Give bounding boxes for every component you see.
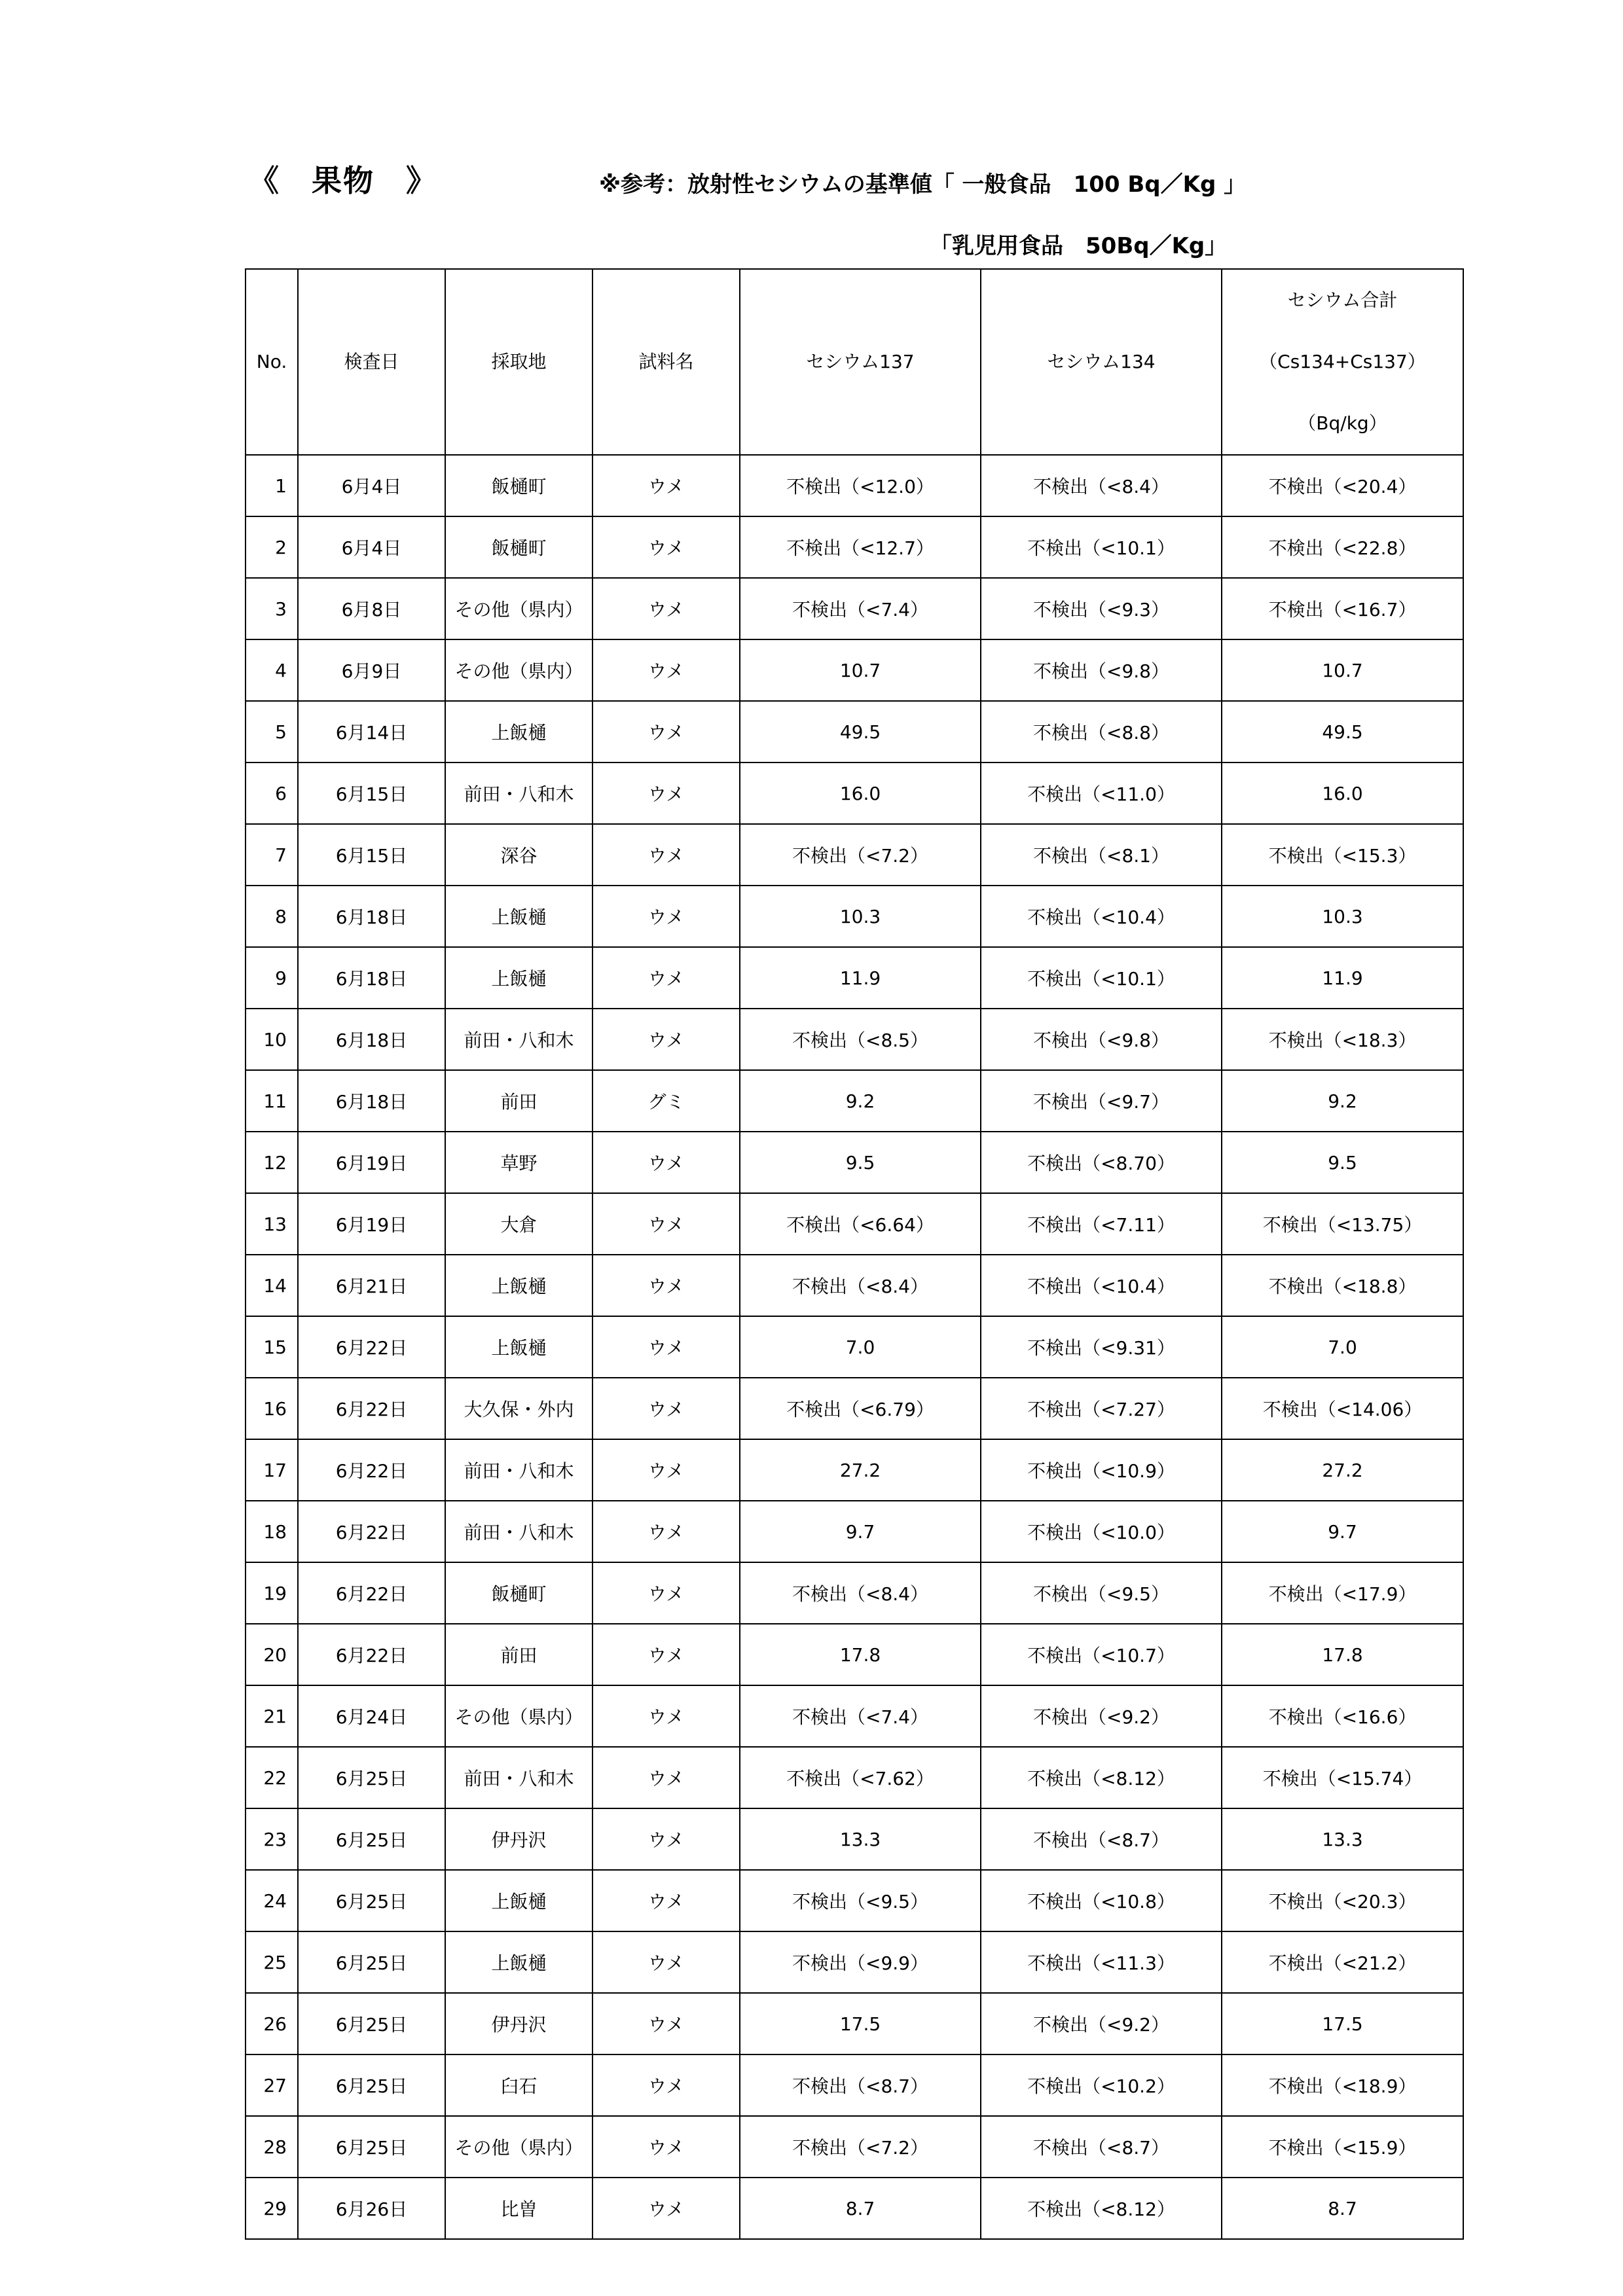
cell-cs134: 不検出（<9.2） bbox=[981, 1685, 1222, 1747]
cell-sample: ウメ bbox=[593, 2116, 740, 2178]
cell-cs137: 不検出（<6.79） bbox=[740, 1378, 981, 1439]
cell-cs134: 不検出（<9.2） bbox=[981, 1993, 1222, 2054]
cell-date: 6月25日 bbox=[298, 1931, 445, 1993]
cell-location: その他（県内） bbox=[445, 639, 593, 701]
cell-sample: ウメ bbox=[593, 1808, 740, 1870]
cell-date: 6月18日 bbox=[298, 1070, 445, 1132]
cell-cs137: 不検出（<7.4） bbox=[740, 1685, 981, 1747]
cell-sample: ウメ bbox=[593, 1870, 740, 1931]
table-row bbox=[246, 639, 1463, 701]
cell-no: 8 bbox=[246, 886, 298, 947]
cell-date: 6月4日 bbox=[298, 516, 445, 578]
cell-cs134: 不検出（<8.4） bbox=[981, 455, 1222, 516]
cell-location: 前田 bbox=[445, 1070, 593, 1132]
cell-cs137: 10.3 bbox=[740, 886, 981, 947]
cell-cs134: 不検出（<9.5） bbox=[981, 1562, 1222, 1624]
cell-no: 17 bbox=[246, 1439, 298, 1501]
cell-total: 9.7 bbox=[1222, 1501, 1463, 1562]
cell-location: 前田・八和木 bbox=[445, 1439, 593, 1501]
cell-date: 6月22日 bbox=[298, 1562, 445, 1624]
cell-cs134: 不検出（<8.70） bbox=[981, 1132, 1222, 1193]
cell-no: 15 bbox=[246, 1316, 298, 1378]
table-row bbox=[246, 1378, 1463, 1439]
cell-cs137: 16.0 bbox=[740, 762, 981, 824]
cell-no: 22 bbox=[246, 1747, 298, 1808]
cell-cs134: 不検出（<7.27） bbox=[981, 1378, 1222, 1439]
cell-total: 不検出（<16.6） bbox=[1222, 1685, 1463, 1747]
cell-date: 6月8日 bbox=[298, 578, 445, 639]
table-row bbox=[246, 947, 1463, 1009]
cell-sample: ウメ bbox=[593, 824, 740, 886]
cell-no: 2 bbox=[246, 516, 298, 578]
cell-cs134: 不検出（<11.3） bbox=[981, 1931, 1222, 1993]
cell-date: 6月21日 bbox=[298, 1255, 445, 1316]
table-row bbox=[246, 1931, 1463, 1993]
cell-total: 7.0 bbox=[1222, 1316, 1463, 1378]
table-row bbox=[246, 2116, 1463, 2178]
cell-cs134: 不検出（<10.2） bbox=[981, 2054, 1222, 2116]
cell-no: 26 bbox=[246, 1993, 298, 2054]
cell-no: 5 bbox=[246, 701, 298, 762]
cell-sample: ウメ bbox=[593, 1747, 740, 1808]
cell-total: 16.0 bbox=[1222, 762, 1463, 824]
table-row bbox=[246, 762, 1463, 824]
table-row bbox=[246, 1993, 1463, 2054]
header-total-line3: （Bq/kg） bbox=[1298, 412, 1387, 434]
cell-location: 前田・八和木 bbox=[445, 1501, 593, 1562]
cell-no: 6 bbox=[246, 762, 298, 824]
cell-total: 不検出（<20.3） bbox=[1222, 1870, 1463, 1931]
cell-location: その他（県内） bbox=[445, 578, 593, 639]
cell-cs134: 不検出（<10.9） bbox=[981, 1439, 1222, 1501]
header-total-line1: セシウム合計 bbox=[1287, 289, 1398, 311]
table-row bbox=[246, 578, 1463, 639]
cell-date: 6月18日 bbox=[298, 947, 445, 1009]
cell-location: 前田・八和木 bbox=[445, 762, 593, 824]
table-row bbox=[246, 1685, 1463, 1747]
cell-date: 6月25日 bbox=[298, 1808, 445, 1870]
header-location: 採取地 bbox=[445, 269, 593, 455]
cell-cs134: 不検出（<8.12） bbox=[981, 1747, 1222, 1808]
cell-sample: ウメ bbox=[593, 886, 740, 947]
cell-no: 19 bbox=[246, 1562, 298, 1624]
cell-no: 4 bbox=[246, 639, 298, 701]
cell-cs134: 不検出（<9.31） bbox=[981, 1316, 1222, 1378]
table-row bbox=[246, 824, 1463, 886]
cell-sample: ウメ bbox=[593, 1439, 740, 1501]
cell-cs137: 不検出（<8.4） bbox=[740, 1255, 981, 1316]
header-total-line2: （Cs134+Cs137） bbox=[1259, 351, 1426, 372]
cell-no: 25 bbox=[246, 1931, 298, 1993]
cell-location: 上飯樋 bbox=[445, 1316, 593, 1378]
cell-no: 29 bbox=[246, 2178, 298, 2239]
cell-date: 6月15日 bbox=[298, 824, 445, 886]
cell-cs134: 不検出（<9.3） bbox=[981, 578, 1222, 639]
cell-location: 大久保・外内 bbox=[445, 1378, 593, 1439]
cell-date: 6月18日 bbox=[298, 1009, 445, 1070]
cell-no: 18 bbox=[246, 1501, 298, 1562]
cell-sample: ウメ bbox=[593, 1501, 740, 1562]
table-row bbox=[246, 1624, 1463, 1685]
cell-date: 6月24日 bbox=[298, 1685, 445, 1747]
cell-date: 6月25日 bbox=[298, 1870, 445, 1931]
table-row bbox=[246, 1132, 1463, 1193]
cell-date: 6月9日 bbox=[298, 639, 445, 701]
cell-sample: ウメ bbox=[593, 639, 740, 701]
cell-cs134: 不検出（<10.4） bbox=[981, 886, 1222, 947]
cell-total: 10.7 bbox=[1222, 639, 1463, 701]
cell-cs134: 不検出（<8.12） bbox=[981, 2178, 1222, 2239]
cell-total: 10.3 bbox=[1222, 886, 1463, 947]
table-row bbox=[246, 1501, 1463, 1562]
cell-date: 6月25日 bbox=[298, 2054, 445, 2116]
cell-date: 6月26日 bbox=[298, 2178, 445, 2239]
cell-no: 24 bbox=[246, 1870, 298, 1931]
cell-cs137: 不検出（<7.62） bbox=[740, 1747, 981, 1808]
table-row bbox=[246, 1747, 1463, 1808]
header-no: No. bbox=[246, 269, 298, 455]
cell-cs137: 9.5 bbox=[740, 1132, 981, 1193]
cell-total: 不検出（<17.9） bbox=[1222, 1562, 1463, 1624]
cell-no: 7 bbox=[246, 824, 298, 886]
cell-total: 17.8 bbox=[1222, 1624, 1463, 1685]
cell-sample: ウメ bbox=[593, 2178, 740, 2239]
table-row bbox=[246, 1193, 1463, 1255]
cell-sample: ウメ bbox=[593, 762, 740, 824]
cell-cs137: 49.5 bbox=[740, 701, 981, 762]
cell-cs134: 不検出（<11.0） bbox=[981, 762, 1222, 824]
cell-date: 6月22日 bbox=[298, 1378, 445, 1439]
cell-location: 上飯樋 bbox=[445, 1255, 593, 1316]
table-row bbox=[246, 516, 1463, 578]
cell-date: 6月22日 bbox=[298, 1624, 445, 1685]
cell-total: 8.7 bbox=[1222, 2178, 1463, 2239]
cell-sample: ウメ bbox=[593, 1993, 740, 2054]
cell-sample: ウメ bbox=[593, 455, 740, 516]
cell-cs137: 不検出（<8.4） bbox=[740, 1562, 981, 1624]
cell-cs134: 不検出（<9.7） bbox=[981, 1070, 1222, 1132]
header-cs134: セシウム134 bbox=[981, 269, 1222, 455]
cell-no: 1 bbox=[246, 455, 298, 516]
table-row bbox=[246, 2054, 1463, 2116]
cell-cs137: 不検出（<12.7） bbox=[740, 516, 981, 578]
cell-cs137: 不検出（<7.2） bbox=[740, 824, 981, 886]
cell-no: 16 bbox=[246, 1378, 298, 1439]
cell-cs137: 不検出（<8.5） bbox=[740, 1009, 981, 1070]
table-row bbox=[246, 1070, 1463, 1132]
cell-location: 前田・八和木 bbox=[445, 1747, 593, 1808]
cell-location: 臼石 bbox=[445, 2054, 593, 2116]
cell-cs134: 不検出（<10.1） bbox=[981, 516, 1222, 578]
cell-total: 27.2 bbox=[1222, 1439, 1463, 1501]
cell-no: 9 bbox=[246, 947, 298, 1009]
reference-standard-general: ※参考：放射性セシウムの基準値「 一般食品 100 Bq／Kg 」 bbox=[599, 171, 1247, 198]
page-title: 《 果物 》 bbox=[249, 163, 437, 198]
cell-location: 伊丹沢 bbox=[445, 1993, 593, 2054]
cell-location: 上飯樋 bbox=[445, 1931, 593, 1993]
cell-cs137: 9.2 bbox=[740, 1070, 981, 1132]
cell-no: 23 bbox=[246, 1808, 298, 1870]
cell-date: 6月25日 bbox=[298, 2116, 445, 2178]
cell-date: 6月25日 bbox=[298, 1993, 445, 2054]
cell-cs137: 不検出（<9.5） bbox=[740, 1870, 981, 1931]
cell-cs137: 9.7 bbox=[740, 1501, 981, 1562]
cell-sample: ウメ bbox=[593, 1378, 740, 1439]
reference-standard-infant: 「乳児用食品 50Bq／Kg」 bbox=[930, 233, 1228, 259]
table-row bbox=[246, 1255, 1463, 1316]
results-table bbox=[245, 268, 1464, 2240]
cell-no: 28 bbox=[246, 2116, 298, 2178]
header-cs137: セシウム137 bbox=[740, 269, 981, 455]
cell-date: 6月19日 bbox=[298, 1132, 445, 1193]
cell-total: 不検出（<21.2） bbox=[1222, 1931, 1463, 1993]
cell-cs137: 7.0 bbox=[740, 1316, 981, 1378]
cell-location: 前田 bbox=[445, 1624, 593, 1685]
cell-sample: ウメ bbox=[593, 2054, 740, 2116]
cell-total: 49.5 bbox=[1222, 701, 1463, 762]
cell-total: 不検出（<15.3） bbox=[1222, 824, 1463, 886]
cell-cs134: 不検出（<8.7） bbox=[981, 2116, 1222, 2178]
cell-no: 13 bbox=[246, 1193, 298, 1255]
cell-cs137: 17.8 bbox=[740, 1624, 981, 1685]
cell-cs137: 不検出（<7.4） bbox=[740, 578, 981, 639]
cell-total: 不検出（<18.3） bbox=[1222, 1009, 1463, 1070]
cell-sample: ウメ bbox=[593, 516, 740, 578]
cell-cs137: 不検出（<7.2） bbox=[740, 2116, 981, 2178]
cell-total: 不検出（<15.9） bbox=[1222, 2116, 1463, 2178]
header-total bbox=[1222, 269, 1463, 455]
cell-total: 不検出（<18.8） bbox=[1222, 1255, 1463, 1316]
table-header-row bbox=[246, 269, 1463, 455]
cell-location: 飯樋町 bbox=[445, 516, 593, 578]
cell-no: 12 bbox=[246, 1132, 298, 1193]
cell-total: 不検出（<22.8） bbox=[1222, 516, 1463, 578]
table-row bbox=[246, 1562, 1463, 1624]
cell-location: 上飯樋 bbox=[445, 886, 593, 947]
cell-total: 9.5 bbox=[1222, 1132, 1463, 1193]
cell-total: 不検出（<14.06） bbox=[1222, 1378, 1463, 1439]
cell-date: 6月22日 bbox=[298, 1501, 445, 1562]
cell-sample: ウメ bbox=[593, 1193, 740, 1255]
cell-cs134: 不検出（<8.7） bbox=[981, 1808, 1222, 1870]
cell-date: 6月22日 bbox=[298, 1439, 445, 1501]
cell-sample: ウメ bbox=[593, 1624, 740, 1685]
cell-sample: ウメ bbox=[593, 1009, 740, 1070]
cell-sample: ウメ bbox=[593, 1132, 740, 1193]
cell-location: 飯樋町 bbox=[445, 455, 593, 516]
cell-cs137: 不検出（<8.7） bbox=[740, 2054, 981, 2116]
cell-date: 6月15日 bbox=[298, 762, 445, 824]
cell-cs137: 27.2 bbox=[740, 1439, 981, 1501]
cell-location: 上飯樋 bbox=[445, 701, 593, 762]
table-row bbox=[246, 701, 1463, 762]
cell-total: 不検出（<13.75） bbox=[1222, 1193, 1463, 1255]
cell-total: 9.2 bbox=[1222, 1070, 1463, 1132]
cell-cs137: 10.7 bbox=[740, 639, 981, 701]
cell-location: 飯樋町 bbox=[445, 1562, 593, 1624]
cell-total: 11.9 bbox=[1222, 947, 1463, 1009]
cell-cs134: 不検出（<9.8） bbox=[981, 1009, 1222, 1070]
cell-no: 14 bbox=[246, 1255, 298, 1316]
cell-sample: ウメ bbox=[593, 578, 740, 639]
cell-cs137: 11.9 bbox=[740, 947, 981, 1009]
cell-cs134: 不検出（<10.1） bbox=[981, 947, 1222, 1009]
cell-cs134: 不検出（<9.8） bbox=[981, 639, 1222, 701]
cell-total: 不検出（<16.7） bbox=[1222, 578, 1463, 639]
cell-date: 6月18日 bbox=[298, 886, 445, 947]
cell-cs137: 17.5 bbox=[740, 1993, 981, 2054]
cell-sample: ウメ bbox=[593, 1685, 740, 1747]
cell-total: 17.5 bbox=[1222, 1993, 1463, 2054]
cell-sample: ウメ bbox=[593, 947, 740, 1009]
cell-cs137: 13.3 bbox=[740, 1808, 981, 1870]
cell-location: 伊丹沢 bbox=[445, 1808, 593, 1870]
cell-location: 深谷 bbox=[445, 824, 593, 886]
cell-sample: ウメ bbox=[593, 1562, 740, 1624]
cell-no: 10 bbox=[246, 1009, 298, 1070]
cell-cs137: 不検出（<9.9） bbox=[740, 1931, 981, 1993]
table-row bbox=[246, 1439, 1463, 1501]
cell-cs137: 不検出（<12.0） bbox=[740, 455, 981, 516]
cell-date: 6月4日 bbox=[298, 455, 445, 516]
table-row bbox=[246, 886, 1463, 947]
table-row bbox=[246, 455, 1463, 516]
cell-location: 上飯樋 bbox=[445, 1870, 593, 1931]
cell-location: その他（県内） bbox=[445, 2116, 593, 2178]
cell-cs134: 不検出（<10.8） bbox=[981, 1870, 1222, 1931]
table-row bbox=[246, 1870, 1463, 1931]
cell-location: 前田・八和木 bbox=[445, 1009, 593, 1070]
table-row bbox=[246, 1808, 1463, 1870]
table-row bbox=[246, 2178, 1463, 2239]
cell-sample: ウメ bbox=[593, 1255, 740, 1316]
cell-no: 20 bbox=[246, 1624, 298, 1685]
table-row bbox=[246, 1009, 1463, 1070]
cell-total: 不検出（<20.4） bbox=[1222, 455, 1463, 516]
cell-total: 不検出（<15.74） bbox=[1222, 1747, 1463, 1808]
cell-date: 6月25日 bbox=[298, 1747, 445, 1808]
cell-cs134: 不検出（<10.0） bbox=[981, 1501, 1222, 1562]
header-date: 検査日 bbox=[298, 269, 445, 455]
cell-sample: ウメ bbox=[593, 701, 740, 762]
cell-cs137: 8.7 bbox=[740, 2178, 981, 2239]
cell-location: 草野 bbox=[445, 1132, 593, 1193]
cell-date: 6月19日 bbox=[298, 1193, 445, 1255]
cell-sample: グミ bbox=[593, 1070, 740, 1132]
cell-no: 21 bbox=[246, 1685, 298, 1747]
cell-no: 27 bbox=[246, 2054, 298, 2116]
cell-date: 6月14日 bbox=[298, 701, 445, 762]
cell-location: 上飯樋 bbox=[445, 947, 593, 1009]
table-row bbox=[246, 1316, 1463, 1378]
cell-total: 不検出（<18.9） bbox=[1222, 2054, 1463, 2116]
cell-sample: ウメ bbox=[593, 1931, 740, 1993]
cell-location: 比曽 bbox=[445, 2178, 593, 2239]
cell-location: その他（県内） bbox=[445, 1685, 593, 1747]
cell-sample: ウメ bbox=[593, 1316, 740, 1378]
cell-cs134: 不検出（<8.8） bbox=[981, 701, 1222, 762]
cell-cs134: 不検出（<7.11） bbox=[981, 1193, 1222, 1255]
cell-cs137: 不検出（<6.64） bbox=[740, 1193, 981, 1255]
cell-no: 11 bbox=[246, 1070, 298, 1132]
cell-total: 13.3 bbox=[1222, 1808, 1463, 1870]
cell-cs134: 不検出（<8.1） bbox=[981, 824, 1222, 886]
cell-no: 3 bbox=[246, 578, 298, 639]
cell-cs134: 不検出（<10.7） bbox=[981, 1624, 1222, 1685]
cell-cs134: 不検出（<10.4） bbox=[981, 1255, 1222, 1316]
header-sample: 試料名 bbox=[593, 269, 740, 455]
cell-location: 大倉 bbox=[445, 1193, 593, 1255]
cell-date: 6月22日 bbox=[298, 1316, 445, 1378]
